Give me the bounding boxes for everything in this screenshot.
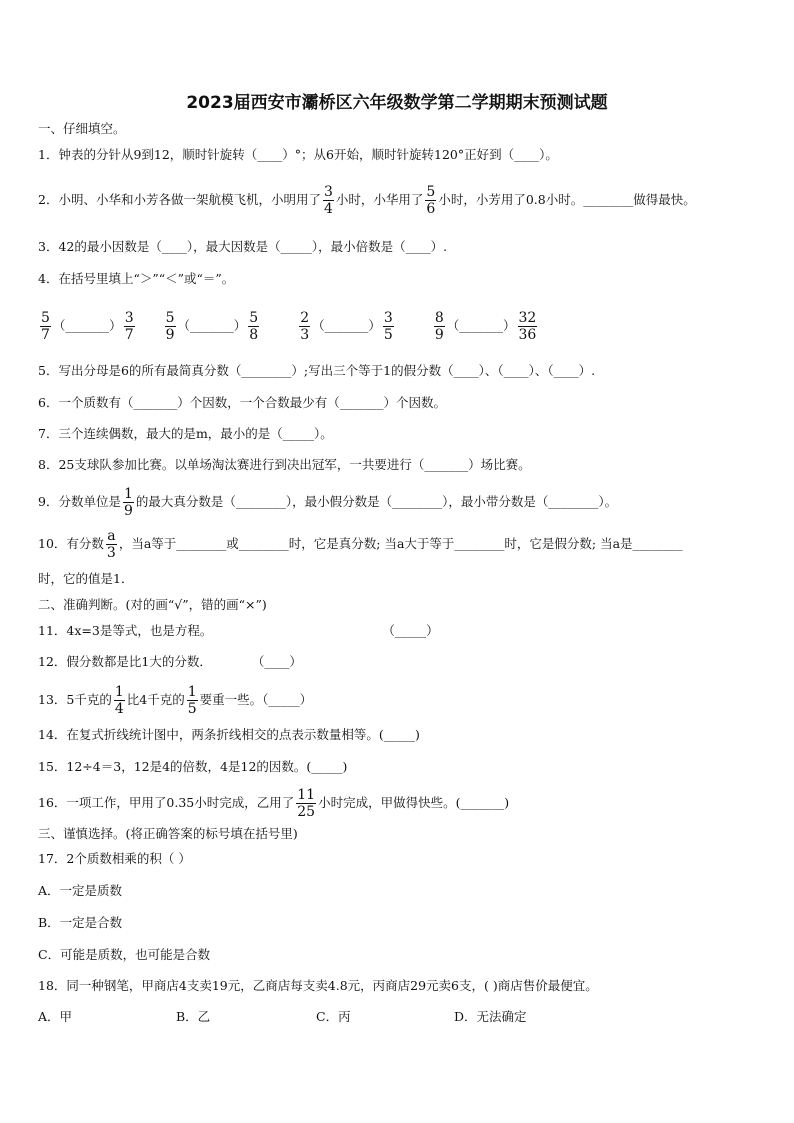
fraction-5-8: $\frac{5}{8}$ [249, 309, 259, 343]
question-18-option-b: B．乙 [176, 1009, 211, 1024]
question-18: 18．同一种钢笔，甲商店4支卖19元，乙商店每支卖4.8元，丙商店29元卖6支，( )商店售价最便宜。 [38, 978, 598, 993]
fraction-8-9: $\frac{8}{9}$ [434, 309, 444, 343]
question-12 [38, 651, 758, 673]
question-10-continued: 时，它的值是1． [38, 571, 134, 586]
question-18-option-a: A．甲 [38, 1009, 73, 1024]
section-heading-fill-in: 一、仔细填空。 [38, 121, 126, 136]
question-8: 8．25支球队参加比赛。以单场淘汰赛进行到决出冠军，一共要进行（_______）场比赛。 [38, 457, 531, 472]
question-9-text-a: 9．分数单位是 [38, 494, 121, 509]
question-15: 15．12÷4＝3，12是4的倍数，4是12的因数。(_____) [38, 759, 348, 774]
question-4: 4．在括号里填上“＞”“＜”或“＝”。 [38, 271, 235, 286]
fraction-11-25: $\frac{11}{25}$ [297, 786, 316, 820]
question-16 [38, 783, 758, 823]
question-11-blank: （_____） [382, 623, 439, 638]
question-11-text: 11．4x=3是等式，也是方程。 [38, 623, 213, 638]
compare-blank-4: （_______） [446, 318, 516, 333]
fraction-1-4: $\frac{1}{4}$ [114, 683, 124, 717]
question-4-comparisons [38, 306, 758, 346]
fraction-a-3: $\frac{a}{3}$ [106, 527, 116, 561]
fraction-5-7: $\frac{5}{7}$ [41, 309, 50, 343]
fraction-2-3: $\frac{2}{3}$ [300, 309, 310, 343]
fraction-3-7: $\frac{3}{7}$ [124, 309, 134, 343]
compare-blank-2: （_______） [177, 318, 247, 333]
question-13-text-b: 比4千克的 [126, 692, 185, 707]
question-11 [38, 620, 758, 642]
question-9-text-b: 的最大真分数是（________），最小假分数是（________），最小带分数是（________）。 [135, 494, 618, 509]
compare-blank-1: （_______） [52, 318, 122, 333]
question-13 [38, 680, 758, 720]
question-16-text-a: 16．一项工作，甲用了0.35小时完成，乙用了 [38, 795, 295, 810]
fraction-32-36: $\frac{32}{36}$ [518, 309, 537, 343]
question-2-text-b: 小时，小华用了 [335, 192, 424, 207]
question-2 [38, 180, 758, 220]
fraction-1-9: $\frac{1}{9}$ [123, 485, 133, 519]
question-5: 5．写出分母是6的所有最简真分数（________）;写出三个等于1的假分数（____）、（____）、（____）. [38, 363, 596, 378]
question-2-text-c: 小时，小芳用了0.8小时。________做得最快。 [438, 192, 696, 207]
question-17-option-a: A．一定是质数 [38, 883, 123, 898]
question-12-blank: （____） [251, 654, 302, 669]
question-18-option-c: C．丙 [316, 1009, 351, 1024]
question-13-text-c: 要重一些。（_____） [199, 692, 313, 707]
fraction-5-9: $\frac{5}{9}$ [165, 309, 175, 343]
section-heading-judge: 二、准确判断。(对的画“√”，错的画“×”) [38, 597, 267, 612]
question-12-text: 12．假分数都是比1大的分数． [38, 654, 212, 669]
fraction-1-5: $\frac{1}{5}$ [187, 683, 197, 717]
question-7: 7．三个连续偶数，最大的是m，最小的是（_____）。 [38, 426, 333, 441]
question-2-text-a: 2．小明、小华和小芳各做一架航模飞机，小明用了 [38, 192, 321, 207]
fraction-3-4: $\frac{3}{4}$ [323, 183, 333, 217]
fraction-3-5: $\frac{3}{5}$ [383, 309, 393, 343]
question-9 [38, 482, 758, 522]
question-1: 1．钟表的分针从9到12，顺时针旋转（____）°；从6开始，顺时针旋转120°正好到（____）。 [38, 147, 558, 162]
page-title: 2023届西安市灞桥区六年级数学第二学期期末预测试题 [186, 93, 608, 113]
fraction-5-6: $\frac{5}{6}$ [426, 183, 436, 217]
question-13-text-a: 13．5千克的 [38, 692, 112, 707]
question-6: 6．一个质数有（_______）个因数，一个合数最少有（_______）个因数。 [38, 395, 446, 410]
question-18-options [38, 1006, 758, 1028]
question-10 [38, 524, 758, 564]
question-10-text-a: 10．有分数 [38, 536, 104, 551]
question-16-text-b: 小时完成，甲做得快些。(_______) [318, 795, 510, 810]
question-17-option-b: B．一定是合数 [38, 915, 123, 930]
question-17-option-c: C．可能是质数，也可能是合数 [38, 947, 211, 962]
question-17: 17．2个质数相乘的积（ ） [38, 851, 191, 866]
compare-blank-3: （_______） [312, 318, 381, 333]
question-18-option-d: D．无法确定 [454, 1009, 527, 1024]
question-10-text-b: ，当a等于________或________时，它是真分数; 当a大于等于________时，它是假分数; 当a是________ [118, 536, 683, 551]
question-14: 14．在复式折线统计图中，两条折线相交的点表示数量相等。(_____) [38, 727, 420, 742]
section-heading-choose: 三、谨慎选择。(将正确答案的标号填在括号里) [38, 826, 298, 841]
question-3: 3．42的最小因数是（____），最大因数是（_____），最小倍数是（____）. [38, 239, 448, 254]
